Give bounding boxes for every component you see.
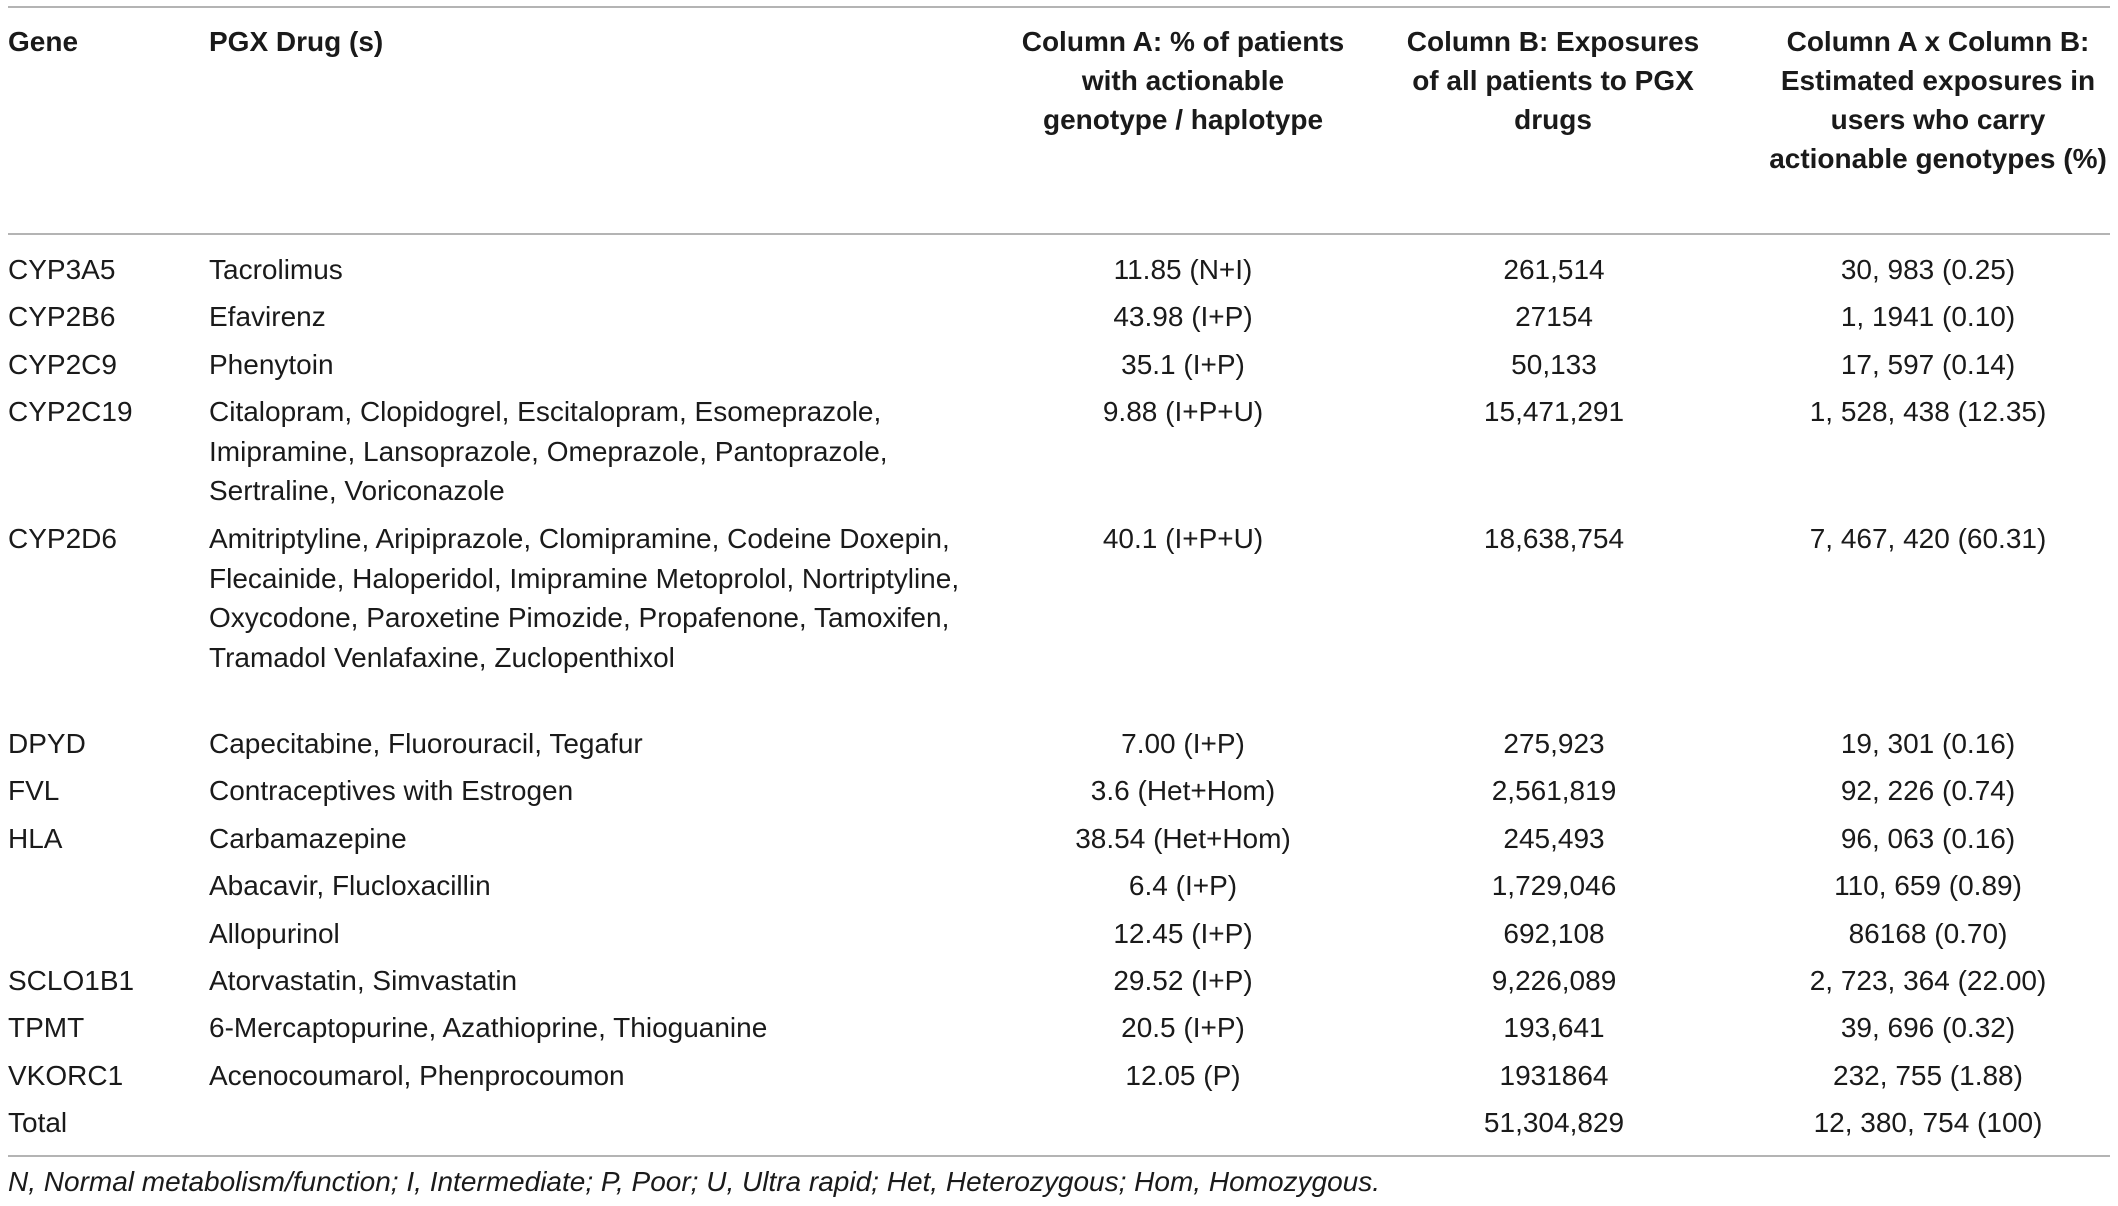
cell-column-a: 38.54 (Het+Hom)	[1075, 823, 1291, 854]
cell-drug: Atorvastatin, Simvastatin	[209, 965, 518, 996]
cell-drug: Tacrolimus	[209, 254, 343, 285]
table-bottom-rule	[8, 1155, 2110, 1157]
cell-column-a-x-b: 30, 983 (0.25)	[1840, 254, 2016, 285]
cell-column-a: 43.98 (I+P)	[1113, 301, 1253, 332]
cell-gene: FVL	[8, 775, 60, 806]
cell-column-b: 27154	[1515, 301, 1593, 332]
cell-column-a-x-b: 92, 226 (0.74)	[1840, 775, 2016, 806]
cell-gene: CYP2C9	[8, 349, 117, 380]
cell-column-a-x-b: 110, 659 (0.89)	[1834, 870, 2022, 901]
cell-drug: Phenytoin	[209, 349, 334, 380]
cell-column-a: 40.1 (I+P+U)	[1102, 523, 1264, 554]
cell-column-a-x-b: 1, 528, 438 (12.35)	[1809, 396, 2047, 427]
cell-gene: HLA	[8, 823, 63, 854]
cell-column-a: 9.88 (I+P+U)	[1102, 396, 1264, 427]
cell-drug: Capecitabine, Fluorouracil, Tegafur	[209, 728, 643, 759]
cell-column-a: 29.52 (I+P)	[1113, 965, 1253, 996]
cell-column-a-x-b: 39, 696 (0.32)	[1840, 1012, 2016, 1043]
cell-column-b: 245,493	[1503, 823, 1605, 854]
cell-column-b: 193,641	[1503, 1012, 1605, 1043]
cell-column-b: 15,471,291	[1483, 396, 1625, 427]
cell-drug: Citalopram, Clopidogrel, Escitalopram, Esomeprazole, Imipramine, Lansoprazole, Omeprazole, Pantoprazole, Sertraline, Voriconazole	[209, 396, 888, 506]
header-column-b: Column B: Exposures of all patients to PGX drugs	[1406, 26, 1700, 135]
cell-drug: Carbamazepine	[209, 823, 407, 854]
cell-gene: Total	[8, 1107, 68, 1138]
table-footnote: N, Normal metabolism/function; I, Intermediate; P, Poor; U, Ultra rapid; Het, Heterozygous; Hom, Homozygous.	[8, 1166, 1381, 1197]
cell-gene: CYP3A5	[8, 254, 116, 285]
cell-column-b: 51,304,829	[1483, 1107, 1625, 1138]
cell-drug: Amitriptyline, Aripiprazole, Clomipramine, Codeine Doxepin, Flecainide, Haloperidol, Imipramine Metoprolol, Nortriptyline, Oxycodone, Paroxetine Pimozide, Propafenone, Tamoxifen, Tramadol Venlafaxine, Zuclopenthixol	[209, 523, 960, 673]
cell-column-a-x-b: 12, 380, 754 (100)	[1813, 1107, 2043, 1138]
cell-column-b: 275,923	[1503, 728, 1605, 759]
header-rule	[8, 233, 2110, 235]
cell-gene: TPMT	[8, 1012, 85, 1043]
header-column-a: Column A: % of patients with actionable genotype / haplotype	[1021, 26, 1345, 135]
cell-column-a: 35.1 (I+P)	[1121, 349, 1245, 380]
cell-column-a: 12.05 (P)	[1125, 1060, 1241, 1091]
cell-column-a-x-b: 86168 (0.70)	[1848, 918, 2008, 949]
cell-column-b: 1931864	[1499, 1060, 1609, 1091]
cell-column-b: 18,638,754	[1483, 523, 1625, 554]
cell-column-a: 20.5 (I+P)	[1121, 1012, 1245, 1043]
cell-column-a-x-b: 17, 597 (0.14)	[1840, 349, 2016, 380]
cell-column-a: 6.4 (I+P)	[1128, 870, 1238, 901]
cell-column-a: 11.85 (N+I)	[1113, 254, 1253, 285]
cell-column-a: 7.00 (I+P)	[1121, 728, 1245, 759]
cell-column-b: 2,561,819	[1491, 775, 1617, 806]
cell-drug: Abacavir, Flucloxacillin	[209, 870, 491, 901]
cell-gene: CYP2D6	[8, 523, 117, 554]
header-gene: Gene	[8, 26, 79, 57]
cell-column-b: 50,133	[1511, 349, 1597, 380]
cell-drug: Allopurinol	[209, 918, 340, 949]
cell-column-b: 9,226,089	[1491, 965, 1617, 996]
cell-column-a-x-b: 7, 467, 420 (60.31)	[1809, 523, 2047, 554]
cell-drug: Efavirenz	[209, 301, 326, 332]
cell-column-a: 3.6 (Het+Hom)	[1090, 775, 1276, 806]
table-top-rule	[8, 6, 2110, 8]
cell-gene: SCLO1B1	[8, 965, 135, 996]
cell-column-b: 261,514	[1503, 254, 1605, 285]
cell-drug: Contraceptives with Estrogen	[209, 775, 574, 806]
header-column-a-x-b: Column A x Column B: Estimated exposures in users who carry actionable genotypes (%)	[1769, 26, 2107, 174]
cell-gene: VKORC1	[8, 1060, 124, 1091]
cell-column-a-x-b: 232, 755 (1.88)	[1833, 1060, 2023, 1091]
header-drug: PGX Drug (s)	[209, 26, 384, 57]
cell-column-a: 12.45 (I+P)	[1113, 918, 1253, 949]
cell-drug: Acenocoumarol, Phenprocoumon	[209, 1060, 625, 1091]
cell-gene: DPYD	[8, 728, 86, 759]
cell-gene: CYP2B6	[8, 301, 116, 332]
cell-column-a-x-b: 19, 301 (0.16)	[1840, 728, 2016, 759]
cell-column-a-x-b: 1, 1941 (0.10)	[1840, 301, 2016, 332]
cell-drug: 6-Mercaptopurine, Azathioprine, Thioguanine	[209, 1012, 768, 1043]
cell-column-b: 692,108	[1503, 918, 1605, 949]
cell-column-b: 1,729,046	[1491, 870, 1617, 901]
cell-column-a-x-b: 96, 063 (0.16)	[1840, 823, 2016, 854]
cell-column-a-x-b: 2, 723, 364 (22.00)	[1809, 965, 2047, 996]
cell-gene: CYP2C19	[8, 396, 133, 427]
